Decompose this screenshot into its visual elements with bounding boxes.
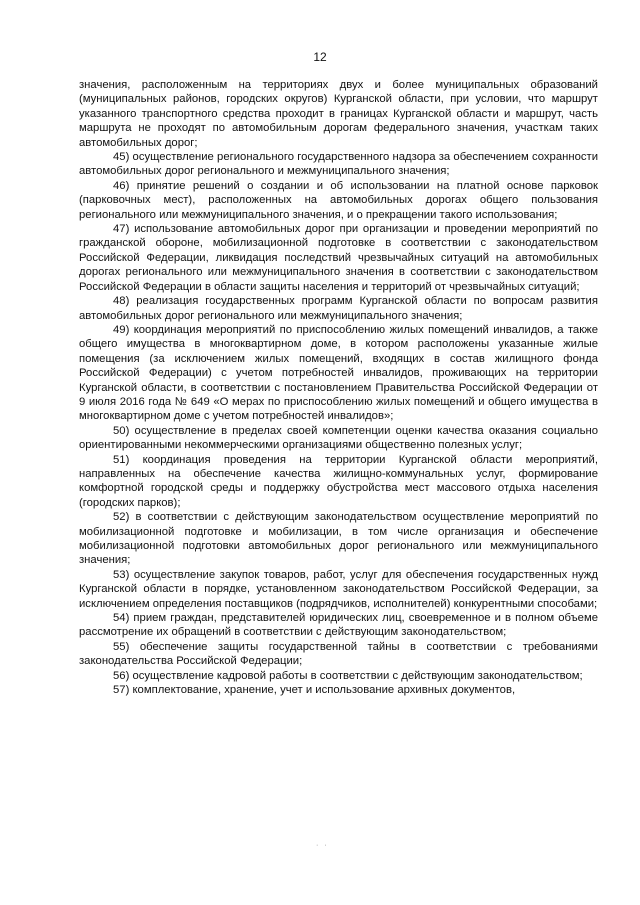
paragraph-item-53: 53) осуществление закупок товаров, работ, услуг для обеспечения государственных нужд Курганской области в порядке, установленном законодательством Российской Федерации, за исключением определения поставщиков (подрядчиков, исполнителей) конкурентными способами; bbox=[79, 568, 598, 610]
paragraph-item-46: 46) принятие решений о создании и об использовании на платной основе парковок (парковочных мест), расположенных на автомобильных дорогах общего пользования регионального или межмуниципального значения, и о прекращении такого использования; bbox=[79, 179, 598, 221]
page-number: 12 bbox=[313, 50, 327, 64]
paragraph-item-51: 51) координация проведения на территории Курганской области мероприятий, направленных на обеспечение качества жилищно-коммунальных услуг, формирование комфортной городской среды и поддержку обустройства мест массового отдыха населения (городских парков); bbox=[79, 453, 598, 509]
paragraph-item-49: 49) координация мероприятий по приспособлению жилых помещений инвалидов, а также общего имущества в многоквартирном доме, в котором расположены указанные жилые помещения (за исключением жилых помещений, входящих в состав жилищного фонда Российской Федерации) с учетом потребностей инвалидов, проживающих на территории Курганской области, в соответствии с постановлением Правительства Российской Федерации от 9 июля 2016 года № 649 «О мерах по приспособлению жилых помещений и общего имущества в многоквартирном доме с учетом потребностей инвалидов»; bbox=[79, 323, 598, 423]
paragraph-item-48: 48) реализация государственных программ Курганской области по вопросам развития автомобильных дорог регионального или межмуниципального значения; bbox=[79, 295, 598, 322]
paragraph-item-57: 57) комплектование, хранение, учет и использование архивных документов, bbox=[113, 684, 516, 697]
paragraph-item-45: 45) осуществление регионального государственного надзора за обеспечением сохранности автомобильных дорог регионального и межмуниципального значения; bbox=[79, 151, 598, 178]
paragraph-item-52: 52) в соответствии с действующим законодательством осуществление мероприятий по мобилизационной подготовке и мобилизации, в том числе организация и обеспечение мобилизационной подготовки автомобильных дорог регионального или межмуниципального значения; bbox=[79, 511, 598, 567]
paragraph-item-54: 54) прием граждан, представителей юридических лиц, своевременное и в полном объеме рассмотрение их обращений в соответствии с действующим законодательством; bbox=[79, 612, 598, 639]
scan-artifact-dots: · · bbox=[316, 842, 329, 849]
paragraph-item-47: 47) использование автомобильных дорог при организации и проведении мероприятий по гражданской обороне, мобилизационной подготовке в соответствии с законодательством Российской Федерации, ликвидация последствий чрезвычайных ситуаций на автомобильных дорогах регионального или межмуниципального значения в соответствии с законодательством Российской Федерации в области защиты населения и территорий от чрезвычайных ситуаций; bbox=[79, 223, 598, 293]
paragraph-item-56: 56) осуществление кадровой работы в соответствии с действующим законодательством; bbox=[113, 669, 583, 682]
paragraph-item-55: 55) обеспечение защиты государственной тайны в соответствии с требованиями законодательства Российской Федерации; bbox=[79, 640, 598, 668]
paragraph-item-50: 50) осуществление в пределах своей компетенции оценки качества оказания социально ориентированными некоммерческими организациями общественно полезных услуг; bbox=[79, 424, 598, 452]
document-body bbox=[79, 78, 598, 697]
paragraph-continuation: значения, расположенным на территориях двух и более муниципальных образований (муниципальных районов, городских округов) Курганской области, при условии, что маршрут указанного транспортного средства проходит в границах Курганской области и маршрут, часть маршрута не проходят по автомобильным дорогам федерального значения, участкам таких автомобильных дорог; bbox=[79, 79, 598, 149]
